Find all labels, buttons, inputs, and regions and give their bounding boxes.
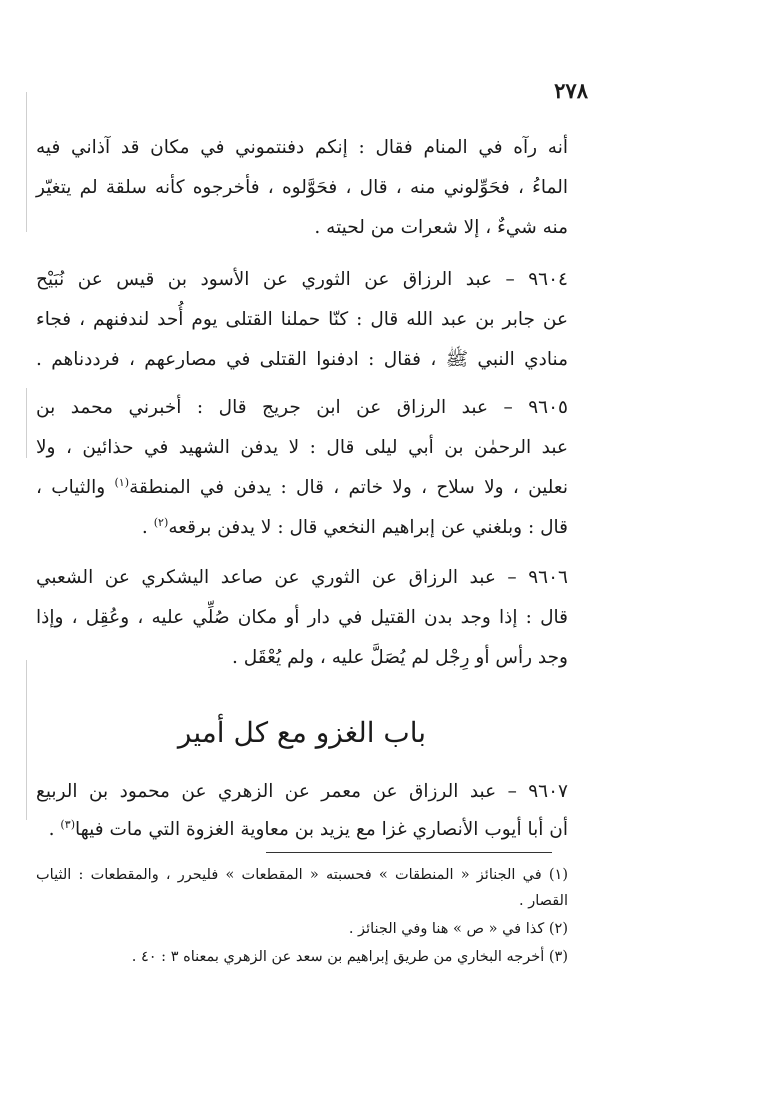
text-line: الماءُ ، فحَوِّلوني منه ، قال ، فحَوَّلوه ، فأخرجوه كأنه سلقة لم يتغيّر (36, 177, 568, 198)
text-line: منادي النبي ﷺ ، فقال : ادفنوا القتلى في مصارعهم ، فرددناهم . (36, 349, 568, 370)
text-line: وجد رأس أو رِجْل لم يُصَلَّ عليه ، ولم يُعْقَل . (232, 647, 568, 668)
footnote-separator (266, 852, 552, 853)
scan-edge-mark (26, 660, 27, 820)
footnote-marker: (٣) (60, 817, 76, 831)
hadith-9606-line: ٩٦٠٦ – عبد الرزاق عن الثوري عن صاعد اليشكري عن الشعبي (36, 567, 568, 588)
footnote-line: القصار . (519, 893, 568, 909)
text-line: عبد الرحمٰن بن أبي ليلى قال : لا يدفن الشهيد في حذائين ، ولا (36, 437, 568, 458)
page-number: ٢٧٨ (554, 78, 588, 103)
footnote-marker: (٢) (153, 515, 169, 529)
text-line (36, 468, 568, 508)
line-text: . (48, 819, 61, 840)
line-text: نعلين ، ولا سلاح ، ولا خاتم ، قال : يدفن في المنطقة (129, 477, 568, 498)
footnote-marker: (١) (114, 475, 130, 489)
line-text: . (141, 517, 154, 538)
text-line: أنه رآه في المنام فقال : إنكم دفنتموني في مكان قد آذاني فيه (36, 137, 568, 158)
chapter-heading: باب الغزو مع كل أمير (177, 716, 427, 749)
hadith-9604-line: ٩٦٠٤ – عبد الرزاق عن الثوري عن الأسود بن قيس عن نُبَيْح (36, 269, 568, 290)
text-line (36, 508, 568, 548)
scan-edge-mark (26, 388, 27, 458)
line-text: والثياب ، (36, 477, 115, 498)
scan-edge-mark (26, 92, 27, 232)
line-text: قال : وبلغني عن إبراهيم النخعي قال : لا يدفن برقعه (168, 517, 568, 538)
footnote-line: (١) في الجنائز « المنطقات » فحسبته « المقطعات » فليحرر ، والمقطعات : الثياب (36, 867, 568, 883)
hadith-9607-line: ٩٦٠٧ – عبد الرزاق عن معمر عن الزهري عن محمود بن الربيع (36, 781, 568, 802)
text-line: قال : إذا وجد بدن القتيل في دار أو مكان صُلِّي عليه ، وعُقِل ، وإذا (36, 607, 568, 628)
footnote-line: (٣) أخرجه البخاري من طريق إبراهيم بن سعد عن الزهري بمعناه ٣ : ٤٠ . (131, 949, 568, 965)
text-line: عن جابر بن عبد الله قال : كنّا حملنا القتلى يوم أُحد لندفنهم ، فجاء (36, 309, 568, 330)
hadith-9605-line: ٩٦٠٥ – عبد الرزاق عن ابن جريج قال : أخبرني محمد بن (36, 397, 568, 418)
line-text: أن أبا أيوب الأنصاري غزا مع يزيد بن معاوية الغزوة التي مات فيها (75, 819, 568, 840)
footnote-line: (٢) كذا في « ص » هنا وفي الجنائز . (348, 921, 568, 937)
text-line: منه شيءٌ ، إلا شعرات من لحيته . (314, 217, 568, 238)
text-line (36, 810, 568, 850)
